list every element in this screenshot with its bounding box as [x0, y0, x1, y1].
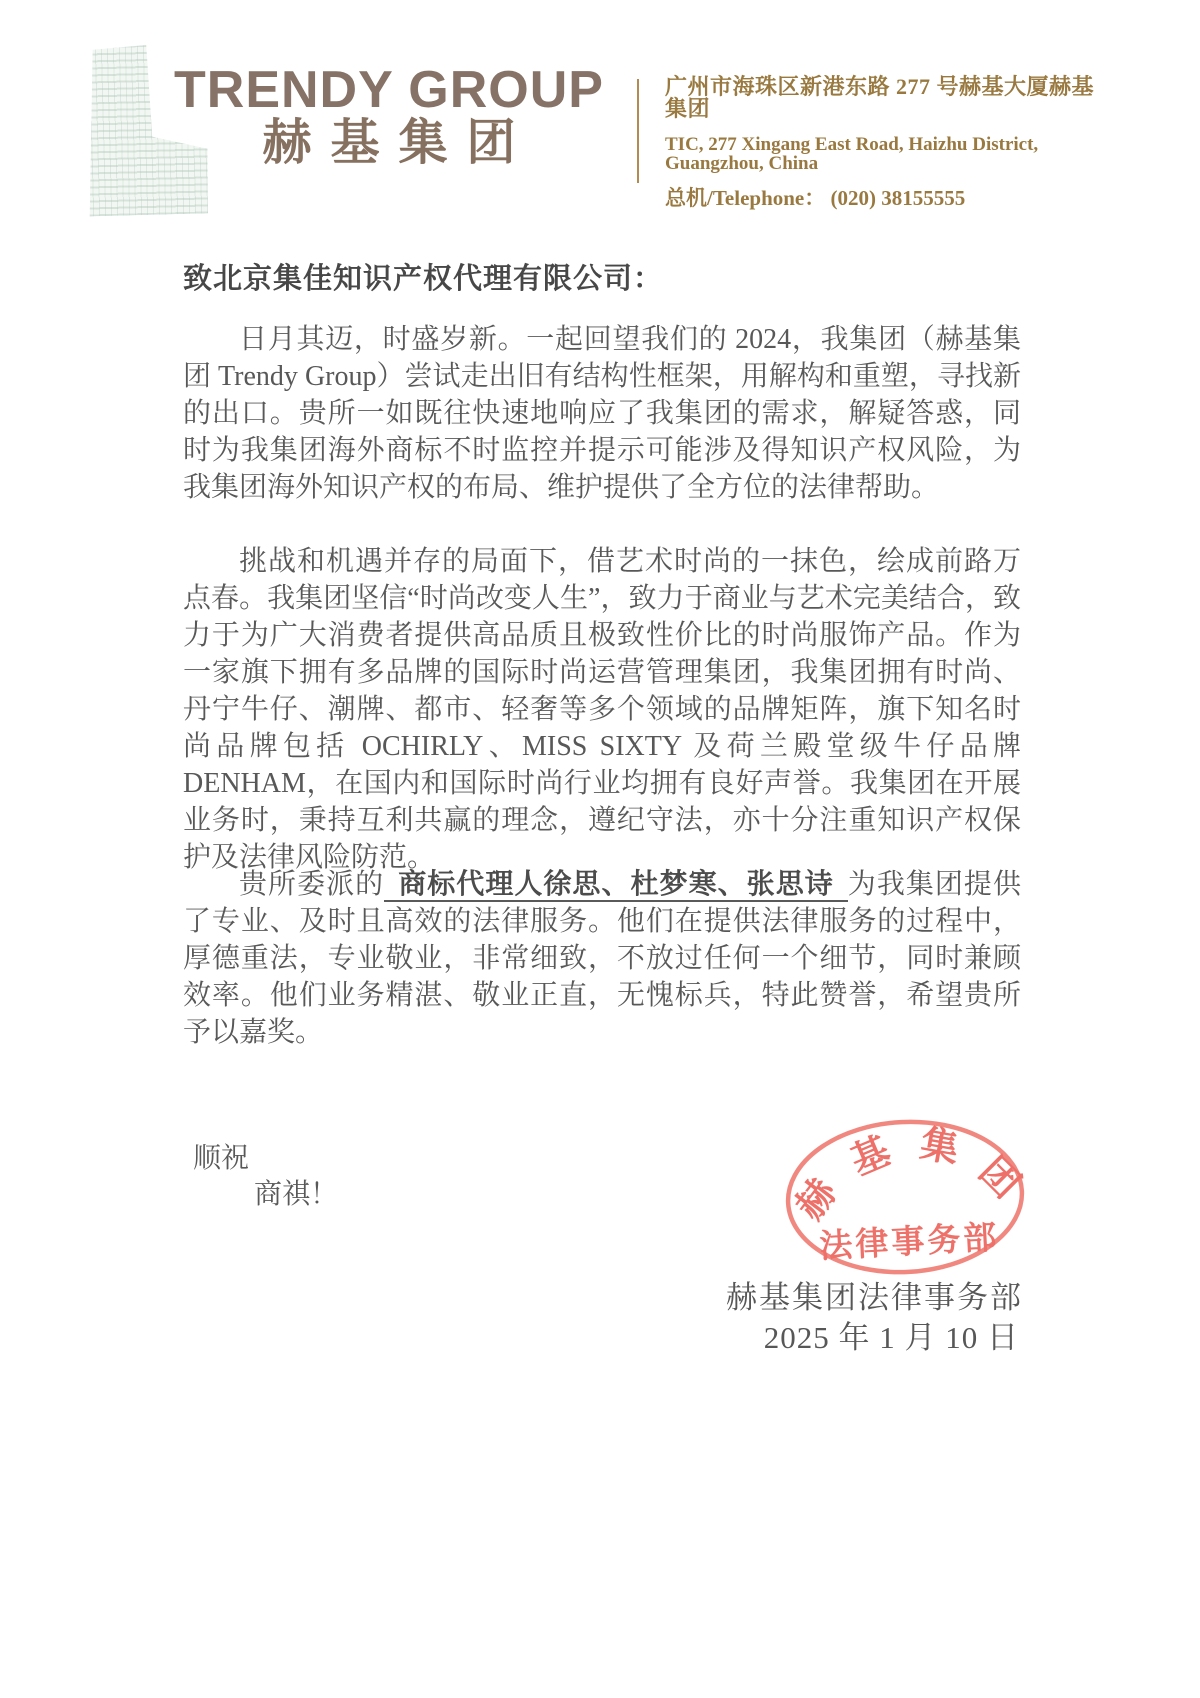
- seal-arc-char-4: 团: [970, 1149, 1028, 1207]
- header-divider: [637, 79, 639, 183]
- salutation: 致北京集佳知识产权代理有限公司：: [183, 263, 664, 295]
- seal-bottom-text: 法律事务部: [818, 1220, 1001, 1266]
- logo-text-en: TRENDY GROUP: [174, 61, 604, 119]
- closing-line-2: 商祺！: [254, 1179, 339, 1210]
- telephone-line: 总机/Telephone： (020) 38155555: [665, 186, 966, 210]
- paragraph-1: 日月其迈，时盛岁新。一起回望我们的 2024，我集团（赫基集团 Trendy Group）尝试走出旧有结构性框架，用解构和重塑，寻找新的出口。贵所一如既往快速地响应了我集团的需求，解疑答惑，同时为我集团海外商标不时监控并提示可能涉及得知识产权风险，为我集团海外知识产权的布局、维护提供了全方位的法律帮助。: [183, 324, 1021, 503]
- paragraph-3: [183, 866, 1021, 1051]
- header-address-block: [665, 76, 1095, 209]
- signature-date: 2025 年 1 月 10 日: [763, 1320, 1019, 1355]
- paragraph-2: 挑战和机遇并存的局面下，借艺术时尚的一抹色，绘成前路万点春。我集团坚信“时尚改变人生”，致力于商业与艺术完美结合，致力于为广大消费者提供高品质且极致性价比的时尚服饰产品。作为一家旗下拥有多品牌的国际时尚运营管理集团，我集团拥有时尚、丹宁牛仔、潮牌、都市、轻奢等多个领域的品牌矩阵，旗下知名时尚品牌包括 OCHIRLY、MISS SIXTY 及荷兰殿堂级牛仔品牌 DENHAM，在国内和国际时尚行业均拥有良好声誉。我集团在开展业务时，秉持互利共赢的理念，遵纪守法，亦十分注重知识产权保护及法律风险防范。: [183, 546, 1021, 873]
- seal-arc-char-3: 集: [917, 1123, 962, 1172]
- logo-text-cn: 赫基集团: [262, 115, 535, 170]
- paragraph-3-suffix: 为我集团提供了专业、及时且高效的法律服务。他们在提供法律服务的过程中，厚德重法，专业敬业，非常细致，不放过任何一个细节，同时兼顾效率。他们业务精湛、敬业正直，无愧标兵，特此赞誉，希望贵所予以嘉奖。: [183, 869, 1021, 1048]
- company-seal-stamp: [775, 1107, 1035, 1288]
- agent-names: 商标代理人徐思、杜梦寒、张思诗: [398, 869, 834, 900]
- closing-line-1: 顺祝: [193, 1143, 250, 1174]
- seal-arc-char-2: 基: [845, 1129, 897, 1184]
- address-line-cn: 广州市海珠区新港东路 277 号赫基大厦赫基集团: [665, 74, 1095, 121]
- signature-block: [600, 1282, 1023, 1353]
- agent-names-underline: [384, 869, 848, 902]
- seal-arc-char-1: 赫: [788, 1171, 846, 1228]
- signature-department: 赫基集团法律事务部: [726, 1280, 1023, 1315]
- address-line-en: TIC, 277 Xingang East Road, Haizhu District, Guangzhou, China: [665, 134, 1039, 174]
- paragraph-3-prefix: 贵所委派的: [239, 869, 385, 900]
